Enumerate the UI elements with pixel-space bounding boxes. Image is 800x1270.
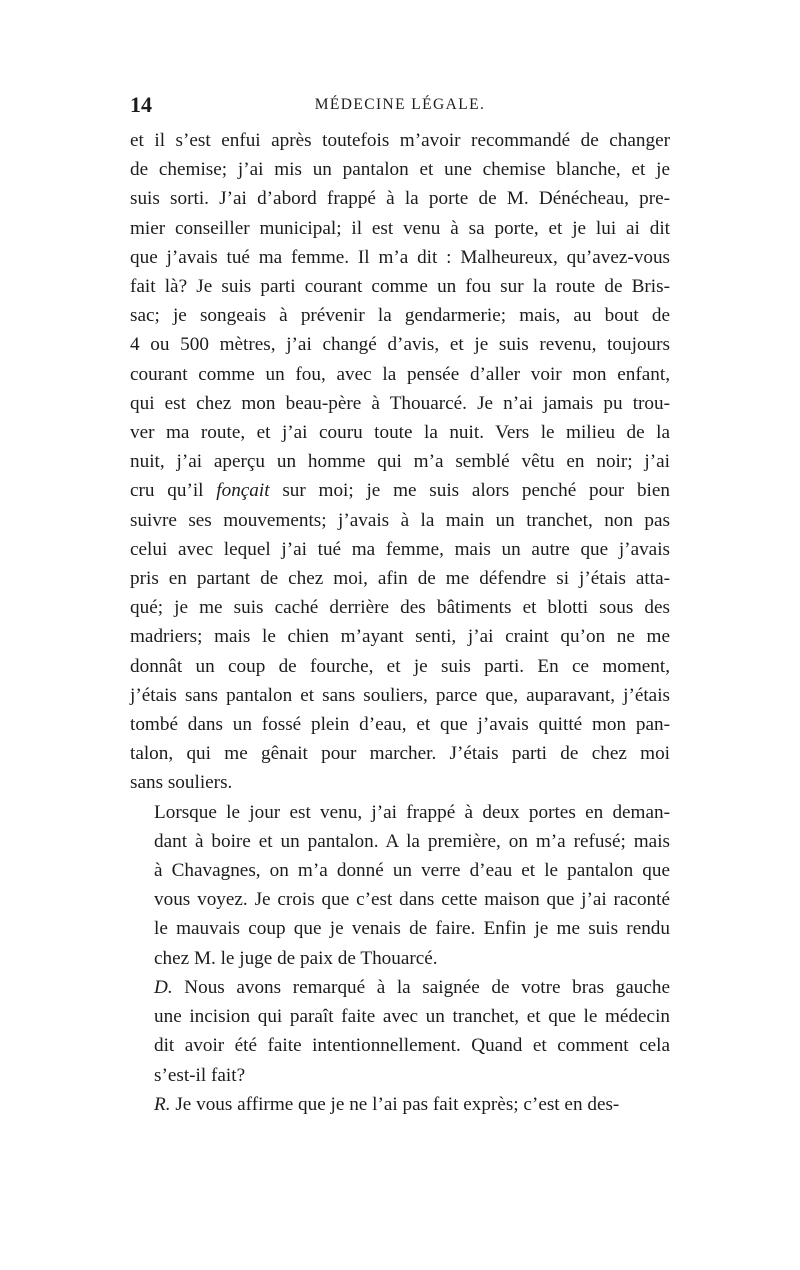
running-head <box>130 92 670 118</box>
emphasis: fonçait <box>216 480 270 502</box>
speaker-label: D. <box>154 976 173 998</box>
text-line: sans souliers. <box>130 772 233 794</box>
paragraph-answer <box>130 1090 670 1119</box>
text-line: chez M. le juge de paix de Thouarcé. <box>154 947 438 969</box>
text-line: cru qu’il fonçait sur moi; je me suis alors penché pour bien <box>130 480 670 502</box>
text-line: vous voyez. Je crois que c’est dans cette maison que j’ai raconté <box>154 889 670 911</box>
text-line: ver ma route, et j’ai couru toute la nuit. Vers le milieu de la <box>130 422 670 444</box>
paragraph-narrative <box>130 126 670 798</box>
text-line: qué; je me suis caché derrière des bâtiments et blotti sous des <box>130 597 670 619</box>
text-line: qui est chez mon beau-père à Thouarcé. Je n’ai jamais pu trou- <box>130 392 670 414</box>
text-line: Lorsque le jour est venu, j’ai frappé à deux portes en deman- <box>154 801 670 823</box>
line-text: Je vous affirme que je ne l’ai pas fait exprès; c’est en des- <box>175 1093 620 1115</box>
text-line: celui avec lequel j’ai tué ma femme, mais un autre que j’avais <box>130 538 670 560</box>
line-text: Nous avons remarqué à la saignée de votre bras gauche <box>184 976 670 998</box>
text-line: fait là? Je suis parti courant comme un fou sur la route de Bris- <box>130 276 670 298</box>
text-line: sac; je songeais à prévenir la gendarmerie; mais, au bout de <box>130 305 670 327</box>
text-line: dant à boire et un pantalon. A la première, on m’a refusé; mais <box>154 830 670 852</box>
text-line: à Chavagnes, on m’a donné un verre d’eau et le pantalon que <box>154 860 670 882</box>
speaker-label: R. <box>154 1093 171 1115</box>
text-line: courant comme un fou, avec la pensée d’aller voir mon enfant, <box>130 363 670 385</box>
text-line: et il s’est enfui après toutefois m’avoir recommandé de changer <box>130 130 670 151</box>
page-number: 14 <box>130 92 152 117</box>
text-line <box>130 973 670 1002</box>
text-line: une incision qui paraît faite avec un tranchet, et que le médecin <box>154 1006 670 1028</box>
paragraph-question <box>130 973 670 1090</box>
text-line <box>130 1090 670 1119</box>
text-line: s’est-il fait? <box>154 1064 246 1086</box>
text-line: nuit, j’ai aperçu un homme qui m’a semblé vêtu en noir; j’ai <box>130 451 670 473</box>
text-line: suivre ses mouvements; j’avais à la main un tranchet, non pas <box>130 509 670 531</box>
text-line: de chemise; j’ai mis un pantalon et une chemise blanche, et je <box>130 159 670 181</box>
text-line: donnât un coup de fourche, et je suis parti. En ce moment, <box>130 655 670 677</box>
paragraph-morning <box>130 798 670 973</box>
body-text <box>130 126 670 1119</box>
text-line: que j’avais tué ma femme. Il m’a dit : Malheureux, qu’avez-vous <box>130 246 670 268</box>
text-line: j’étais sans pantalon et sans souliers, parce que, auparavant, j’étais <box>130 684 670 706</box>
text-line: talon, qui me gênait pour marcher. J’étais parti de chez moi <box>130 743 670 765</box>
text-line: mier conseiller municipal; il est venu à sa porte, et je lui ai dit <box>130 217 670 239</box>
text-line: le mauvais coup que je venais de faire. Enfin je me suis rendu <box>154 918 670 940</box>
running-title: MÉDECINE LÉGALE. <box>314 96 486 113</box>
text-line: madriers; mais le chien m’ayant senti, j’ai craint qu’on ne me <box>130 626 670 648</box>
text-line: dit avoir été faite intentionnellement. Quand et comment cela <box>154 1035 670 1057</box>
text-line: pris en partant de chez moi, afin de me défendre si j’étais atta- <box>130 568 670 590</box>
text-line: 4 ou 500 mètres, j’ai changé d’avis, et je suis revenu, toujours <box>130 334 670 356</box>
text-line: tombé dans un fossé plein d’eau, et que j’avais quitté mon pan- <box>130 714 670 736</box>
text-line: suis sorti. J’ai d’abord frappé à la porte de M. Dénécheau, pre- <box>130 188 670 210</box>
